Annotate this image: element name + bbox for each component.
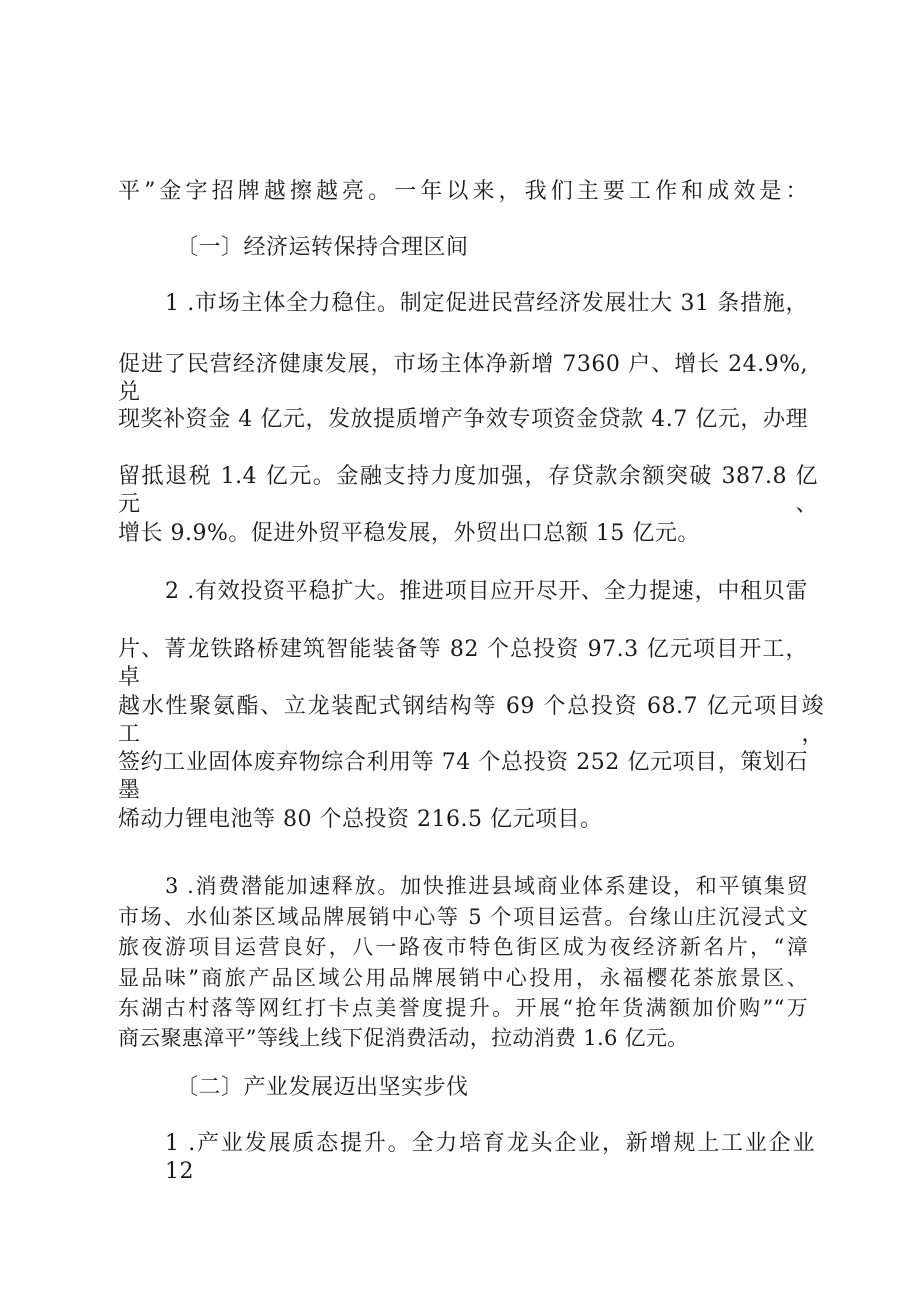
- text-line: 东湖古村落等网红打卡点美誉度提升。开展“抢年货满额加价购”“万: [118, 996, 808, 1020]
- section-heading: 〔一〕经济运转保持合理区间: [176, 235, 469, 260]
- text-line: 越水性聚氨酯、立龙装配式钢结构等 69 个总投资 68.7 亿元项目竣工，: [118, 694, 824, 747]
- text-line: 促进了民营经济健康发展，市场主体净新增 7360 户、增长 24.9%,兑: [118, 352, 808, 405]
- text-line: 烯动力锂电池等 80 个总投资 216.5 亿元项目。: [118, 807, 603, 832]
- paragraph-start: 2 .有效投资平稳扩大。推进项目应开尽开、全力提速，中租贝雷: [165, 579, 808, 604]
- text-line: 增长 9.9%。促进外贸平稳发展，外贸出口总额 15 亿元。: [118, 521, 700, 546]
- text-line: 商云聚惠漳平”等线上线下促消费活动，拉动消费 1.6 亿元。: [118, 1026, 689, 1050]
- text-line: 显品味”商旅产品区域公用品牌展销中心投用，永福樱花茶旅景区、: [118, 966, 808, 990]
- text-line: 市场、水仙茶区域品牌展销中心等 5 个项目运营。台缘山庄沉浸式文: [118, 905, 808, 929]
- text-line: 旅夜游项目运营良好，八一路夜市特色街区成为夜经济新名片，“漳: [118, 935, 808, 959]
- text-line: 现奖补资金 4 亿元，发放提质增产争效专项资金贷款 4.7 亿元，办理: [118, 407, 808, 432]
- paragraph-start: 3 .消费潜能加速释放。加快推进县域商业体系建设，和平镇集贸: [165, 874, 808, 898]
- paragraph-start: 1 .产业发展质态提升。全力培育龙头企业，新增规上工业企业 12: [165, 1131, 815, 1184]
- paragraph-start: 1 .市场主体全力稳住。制定促进民营经济发展壮大 31 条措施，: [165, 291, 808, 316]
- section-heading: 〔二〕产业发展迈出坚实步伐: [176, 1075, 469, 1100]
- text-line: 签约工业固体废弃物综合利用等 74 个总投资 252 亿元项目，策划石墨: [118, 750, 808, 803]
- text-line: 平”金字招牌越擦越亮。一年以来，我们主要工作和成效是：: [118, 179, 808, 204]
- text-line: 留抵退税 1.4 亿元。金融支持力度加强，存贷款余额突破 387.8 亿元、: [118, 464, 818, 517]
- text-line: 片、菁龙铁路桥建筑智能装备等 82 个总投资 97.3 亿元项目开工，卓: [118, 637, 808, 690]
